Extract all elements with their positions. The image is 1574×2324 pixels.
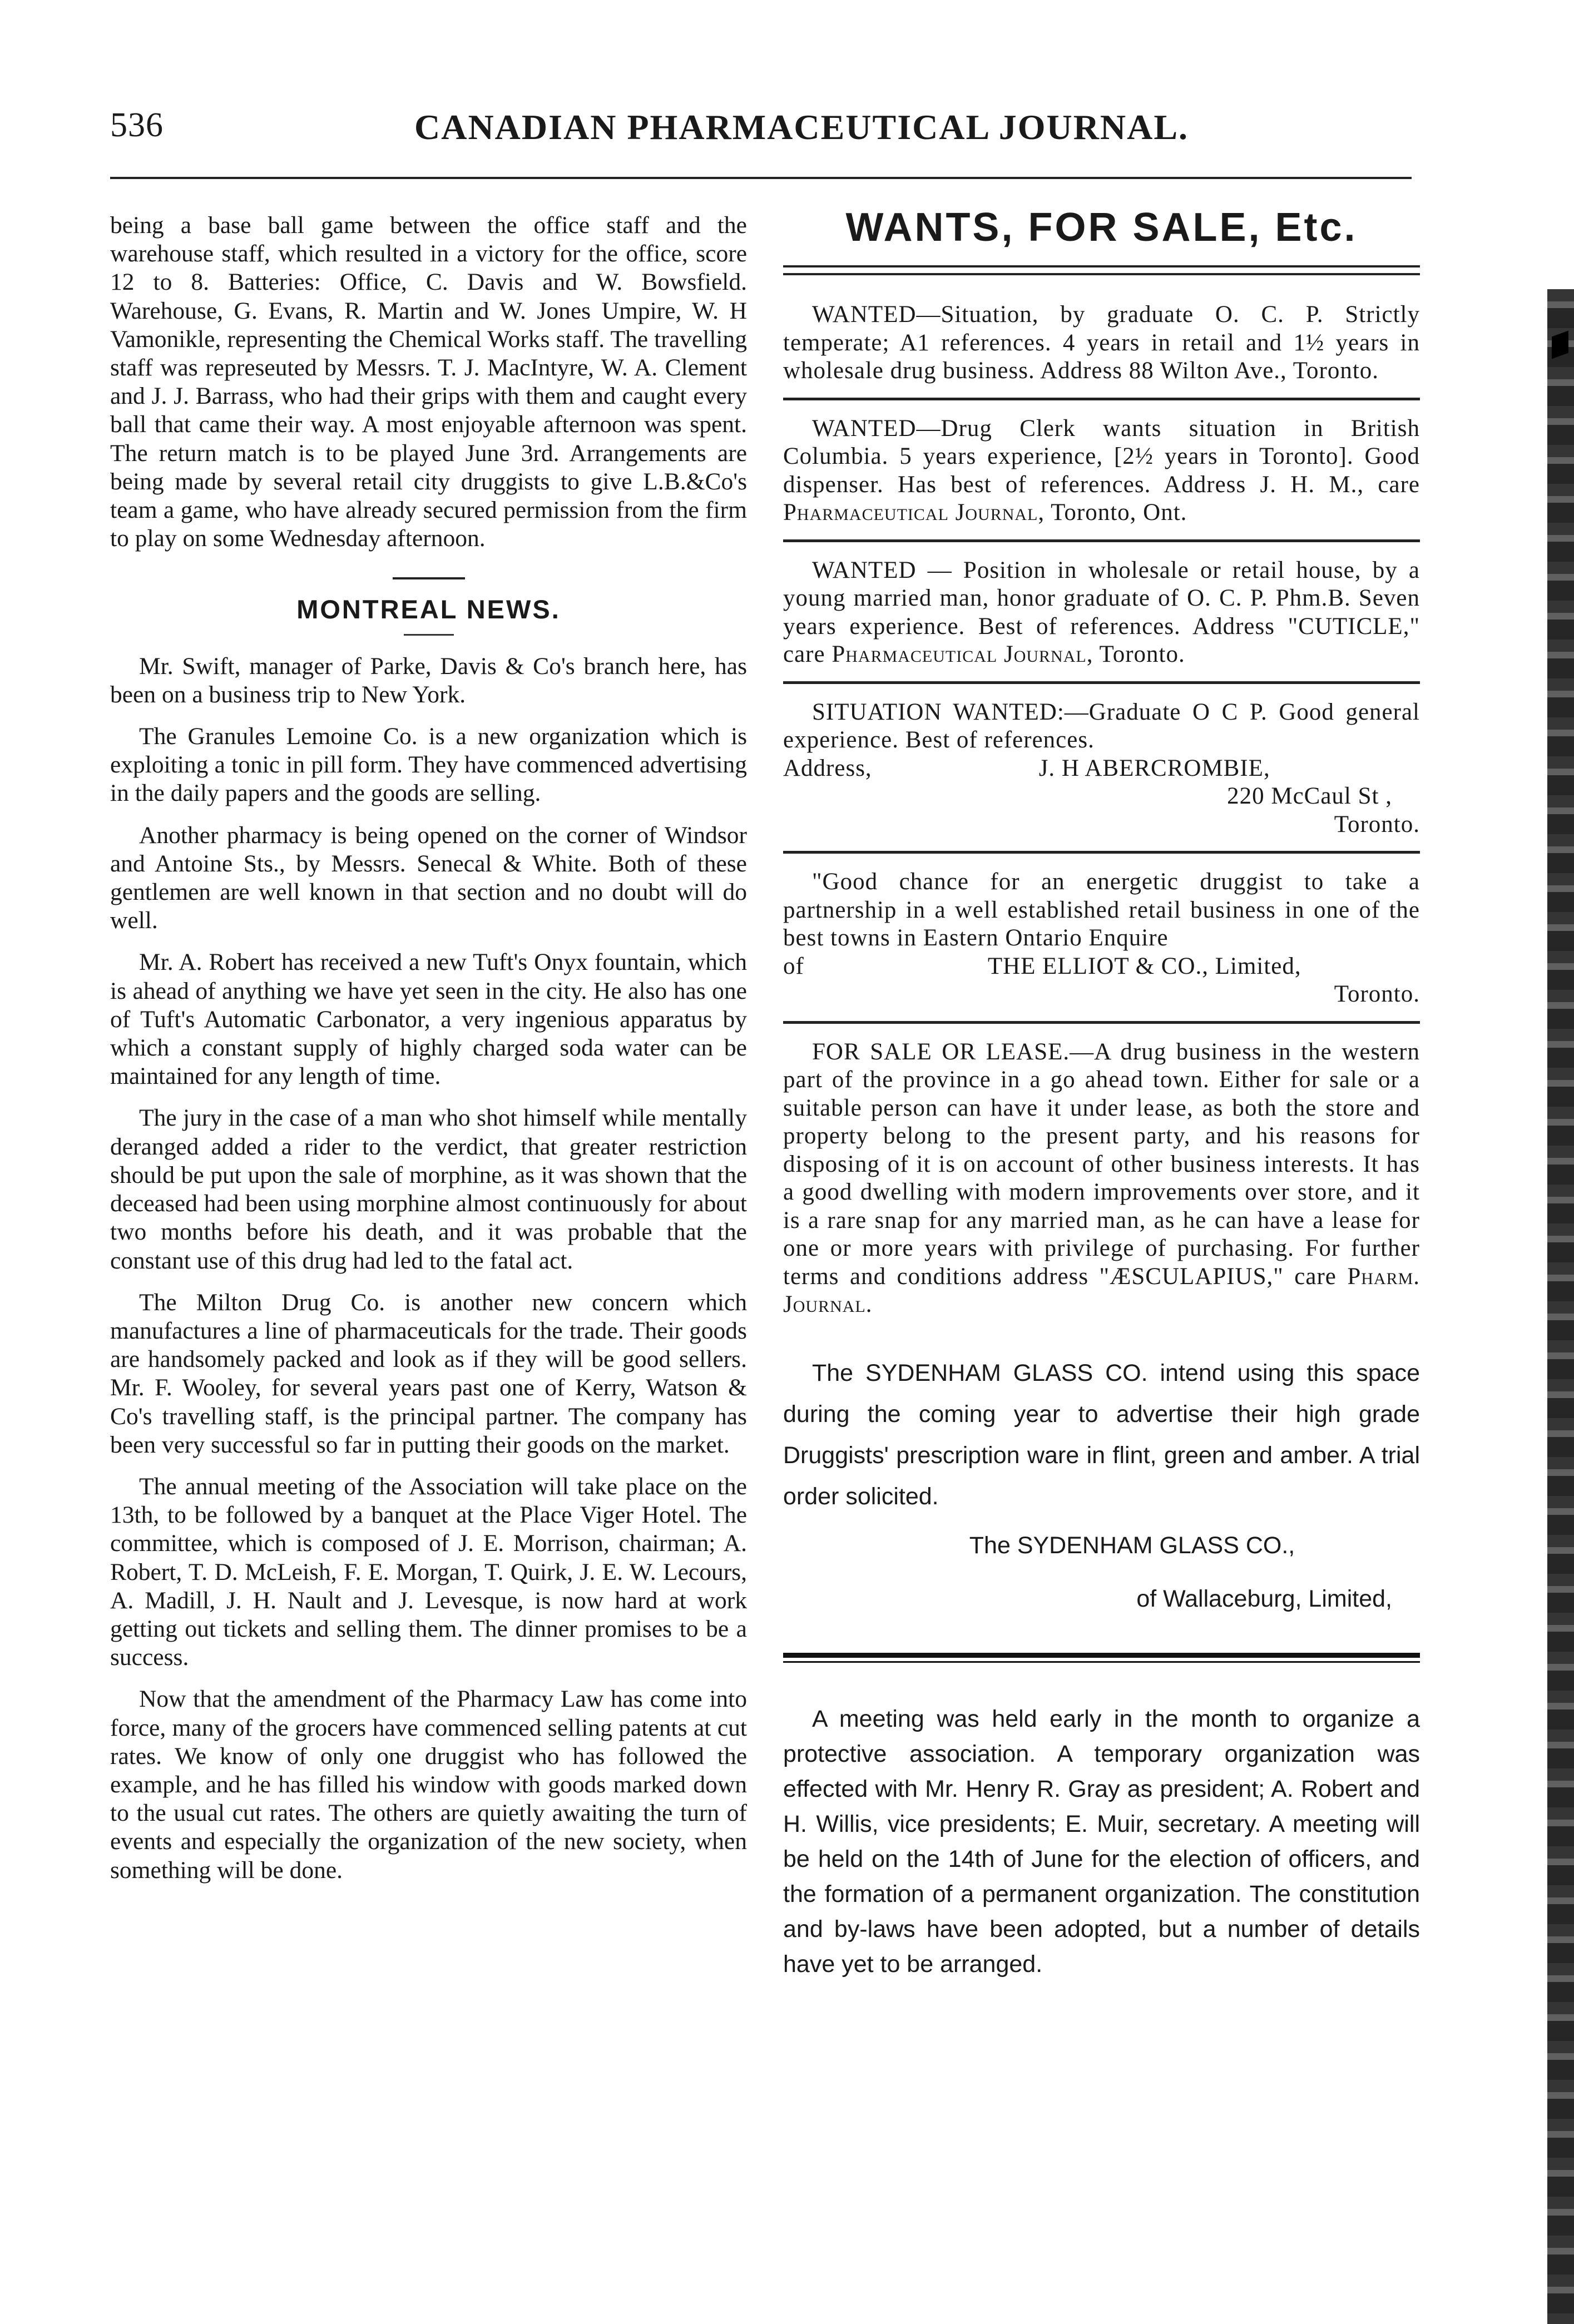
page-edge-shadow [1547,289,1574,2324]
page-number: 536 [110,106,164,144]
ad-5-firm: THE ELLIOT & CO., Limited, [987,953,1301,979]
wants-heading: WANTS, FOR SALE, Etc. [845,205,1358,250]
classified-ad-2: WANTED—Drug Clerk wants situation in British Columbia. 5 years experience, [2½ years in Toronto]. Good dispenser. Has best of references. Address J. H. M., care Pharmaceutical Journal, Toronto, Ont. [783,415,1420,526]
news-paragraph: Another pharmacy is being opened on the corner of Windsor and Antoine Sts., by Messrs. Senecal & White. Both of these gentlemen are well known in that section and no doubt will do well. [110,821,747,934]
news-paragraph: The Granules Lemoine Co. is a new organization which is exploiting a tonic in pill form. They have commenced advertising in the daily papers and the goods are selling. [110,723,747,807]
news-paragraph: The jury in the case of a man who shot himself while mentally deranged added a rider to the verdict, that greater restriction should be put upon the sale of morphine, as it was shown that the deceased had been using morphine almost continuously for about two months before his death, and it was probable that the constant use of this drug had led to the fatal act. [110,1104,747,1274]
classified-ad-6: FOR SALE OR LEASE.—A drug business in the western part of the province in a go ahead town. Either for sale or a suitable person can have it under lease, as both the store and property belong to the present party, and his reasons for disposing of it is on account of other business interests. It has a good dwelling with modern improvements over store, and it is a rare snap for any married man, as he can have a lease for one or more years with privilege of purchasing. For further terms and conditions address "ÆSCULAPIUS," care Pharm. Journal. [783,1038,1420,1317]
heading-underline [404,634,454,636]
ad-4-text: SITUATION WANTED:—Graduate O C P. Good general experience. Best of references. [783,698,1420,753]
ad-4-name: J. H ABERCROMBIE, [1038,755,1270,781]
meeting-paragraph: A meeting was held early in the month to organize a protective association. A temporary organization was effected with Mr. Henry R. Gray as president; A. Robert and H. Willis, vice presidents; E. Muir, secretary. A meeting will be held on the 14th of June for the election of officers, and the formation of a permanent organization. The constitution and by-laws have been adopted, but a number of details have yet to be arranged. [783,1705,1420,1978]
section-divider [393,577,465,579]
ad-divider [783,1021,1420,1024]
sydenham-advertisement [783,1352,1420,1619]
classified-ad-5 [783,868,1420,1009]
ad-5-city: Toronto. [1334,981,1420,1007]
header-rule [110,177,1412,179]
heavy-rule [783,1653,1420,1658]
ad-4-address-line [783,755,1420,783]
ad-5-of: of [783,953,804,979]
heavy-rule-thin [783,1661,1420,1663]
right-column [783,205,1420,1982]
journal-title: CANADIAN PHARMACEUTICAL JOURNAL. [414,107,1189,147]
double-rule [783,265,1420,275]
news-paragraph: Mr. A. Robert has received a new Tuft's Onyx fountain, which is ahead of anything we have yet seen in the city. He also has one of Tuft's Automatic Carbonator, a very ingenious apparatus by which a constant supply of highly charged soda water can be maintained for any length of time. [110,949,747,1090]
news-paragraph: Now that the amendment of the Pharmacy Law has come into force, many of the grocers have commenced selling patents at cut rates. We know of only one druggist who has followed the example, and he has filled his window with goods marked down to the usual cut rates. The others are quietly awaiting the turn of events and especially the organization of the new society, when something will be done. [110,1686,747,1884]
ad-divider [783,681,1420,684]
ad-4-city: Toronto. [1334,811,1420,838]
ad-5-text: "Good chance for an energetic druggist to take a partnership in a well established retail business in one of the best towns in Eastern Ontario Enquire [783,869,1420,951]
ad-4-street: 220 McCaul St , [1227,783,1392,809]
ad-5-firm-line [783,953,1420,981]
ad-divider [783,851,1420,854]
news-paragraph: Mr. Swift, manager of Parke, Davis & Co's branch here, has been on a business trip to New York. [110,652,747,708]
classified-ad-3: WANTED — Position in wholesale or retail house, by a young married man, honor graduate of O. C. P. Phm.B. Seven years experience. Best of references. Address "CUTICLE," care Pharmaceutical Journal, Toronto. [783,557,1420,667]
left-column [110,211,747,1885]
sydenham-signature: The SYDENHAM GLASS CO., [969,1532,1295,1559]
ad-4-address-label: Address, [783,755,872,781]
news-paragraph: The annual meeting of the Association will take place on the 13th, to be followed by a banquet at the Place Viger Hotel. The committee, which is composed of J. E. Morrison, chairman; A. Robert, T. D. McLeish, F. E. Morgan, T. Quirk, J. E. W. Lecours, A. Madill, J. H. Nault and J. Levesque, is now hard at work getting out tickets and selling them. The dinner promises to be a success. [110,1473,747,1671]
montreal-news-heading: MONTREAL NEWS. [296,594,561,625]
sydenham-text: The SYDENHAM GLASS CO. intend using this space during the coming year to advertise their high grade Druggists' prescription ware in flint, green and amber. A trial order solicited. [783,1359,1420,1510]
news-paragraph: The Milton Drug Co. is another new concern which manufactures a line of pharmaceuticals for the trade. Their goods are handsomely packed and look as if they will be good sellers. Mr. F. Wooley, for several years past one of Kerry, Watson & Co's travelling staff, is the principal partner. The company has been very successful so far in putting their goods on the market. [110,1289,747,1458]
continued-paragraph: being a base ball game between the office staff and the warehouse staff, which resulted in a victory for the office, score 12 to 8. Batteries: Office, C. Davis and W. Bowsfield. Warehouse, G. Evans, R. Martin and W. Jones Umpire, W. H Vamonikle, representing the Chemical Works staff. The travelling staff was represeuted by Messrs. T. J. MacIntyre, W. A. Clement and J. J. Barrass, who had their grips with them and caught every ball that came their way. A most enjoyable afternoon was spent. The return match is to be played June 3rd. Arrangements are being made by several retail city druggists to give L.B.&Co's team a game, who have already secured permission from the firm to play on some Wednesday afternoon. [110,212,747,552]
ad-divider [783,398,1420,400]
sydenham-location: of Wallaceburg, Limited, [1136,1585,1392,1612]
ad-divider [783,539,1420,542]
classified-ad-4 [783,698,1420,839]
classified-ad-1: WANTED—Situation, by graduate O. C. P. Strictly temperate; A1 references. 4 years in retail and 1½ years in wholesale drug business. Address 88 Wilton Ave., Toronto. [783,301,1420,384]
